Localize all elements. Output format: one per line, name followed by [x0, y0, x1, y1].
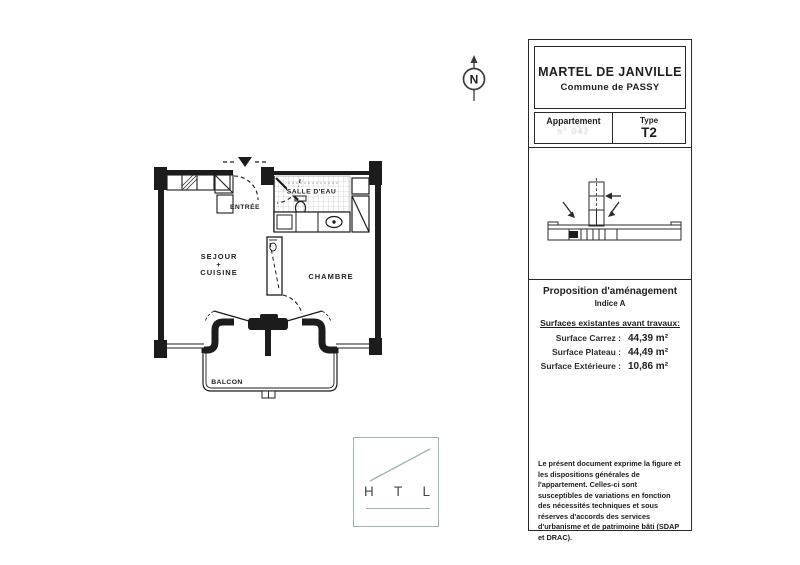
type-label: Type: [639, 116, 659, 125]
panel-divider: [529, 279, 691, 280]
apartment-label: Appartement: [546, 116, 601, 126]
floor-plan: [148, 146, 398, 412]
apartment-number-stamp: n° 042: [557, 127, 590, 136]
closet-partition: [267, 237, 302, 314]
proposal-title: Proposition d'aménagement: [542, 286, 678, 297]
htl-logo-diagonal: [354, 438, 438, 526]
htl-letter-t: T: [393, 484, 403, 499]
apartment-location-marker: [569, 231, 578, 238]
kitchen-fixtures: [167, 175, 233, 213]
htl-letter-h: H: [364, 484, 374, 499]
label-chambre: CHAMBRE: [308, 272, 354, 281]
north-letter: N: [469, 72, 479, 87]
surface-label: Surface Carrez :: [555, 333, 621, 343]
htl-letter-l: L: [422, 484, 430, 499]
label-sejour: SEJOUR: [200, 252, 238, 261]
surfaces-table: [539, 333, 687, 375]
label-balcon: BALCON: [211, 379, 243, 386]
apartment-cell: [535, 113, 613, 143]
surface-row: [539, 347, 687, 361]
surface-row: [539, 333, 687, 347]
htl-logo-underline: [366, 508, 430, 509]
surface-value: 44,39 m²: [628, 333, 669, 344]
proposal-block: [529, 286, 691, 308]
htl-logo-letters: [364, 484, 430, 499]
label-cuisine: CUISINE: [200, 268, 238, 277]
project-title: MARTEL DE JANVILLE: [538, 65, 682, 79]
type-cell: [613, 113, 685, 143]
proposal-indice: Indice A: [594, 299, 626, 308]
project-title-box: [534, 46, 686, 109]
type-value: T2: [641, 125, 657, 140]
label-plus: +: [216, 260, 222, 269]
htl-logo: [353, 437, 439, 527]
project-subtitle: Commune de PASSY: [560, 82, 660, 93]
surface-value: 44,49 m²: [628, 347, 669, 358]
surface-label: Surface Extérieure :: [540, 361, 621, 371]
surface-row: [539, 361, 687, 375]
label-entree: ENTRÉE: [230, 204, 260, 211]
surfaces-heading: Surfaces existantes avant travaux:: [540, 318, 680, 328]
building-location-diagram: [535, 154, 685, 276]
surface-label: Surface Plateau :: [552, 347, 621, 357]
surface-value: 10,86 m²: [628, 361, 669, 372]
label-salle-deau: SALLE D'EAU: [286, 188, 337, 196]
info-panel: [528, 39, 692, 543]
north-arrow-icon: [452, 53, 496, 105]
legal-disclaimer: Le présent document exprime la figure et les dispositions générales de l'appartement. Celles-ci sont susceptibles de variations en fonction des nécessités techniques et sous réserves d'accords des services d'urbanisme et de patrimoine bâti (SDAP et DRAC).: [538, 459, 681, 543]
panel-divider: [529, 147, 691, 148]
facade-walls: [167, 311, 375, 356]
apartment-type-row: [534, 112, 686, 144]
